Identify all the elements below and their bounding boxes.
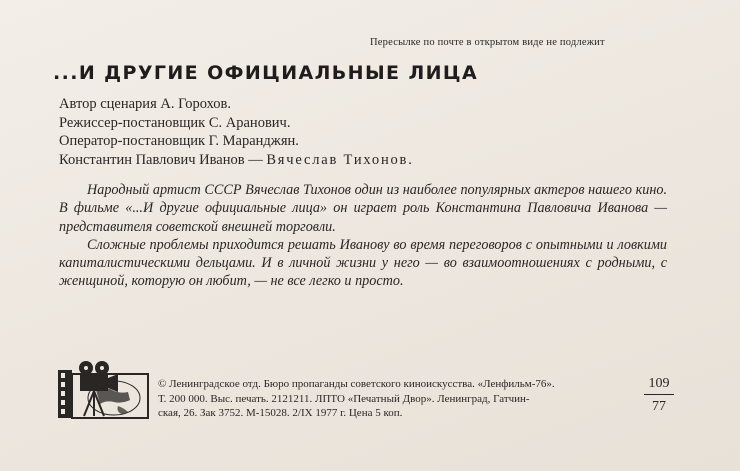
catalog-code-divider <box>644 394 674 395</box>
catalog-code-bottom: 77 <box>652 399 666 414</box>
catalog-code <box>644 375 674 415</box>
imprint-line-2: Т. 200 000. Выс. печать. 2121211. ЛПТО «Печатный Двор». Ленинград, Гатчин- <box>158 392 530 405</box>
film-camera-globe-logo-icon <box>56 360 150 420</box>
credits-block <box>59 95 299 151</box>
film-title: ...И ДРУГИЕ ОФИЦИАЛЬНЫЕ ЛИЦА <box>53 62 479 84</box>
imprint-line-1: © Ленинградское отд. Бюро пропаганды советского киноискусства. «Ленфильм-76». <box>158 378 555 390</box>
postal-notice: Пересылке по почте в открытом виде не подлежит <box>370 37 605 48</box>
cast-line <box>59 152 414 169</box>
imprint <box>158 377 642 421</box>
catalog-code-top: 109 <box>648 376 670 391</box>
cast-actor: Вячеслав Тихонов. <box>266 152 414 168</box>
cast-role: Константин Павлович Иванов — <box>59 152 267 168</box>
description-paragraph-2: Сложные проблемы приходится решать Иванову во время переговоров с опытными и ловкими капиталистическими дельцами. И в личной жизни у него — во взаимоотношениях с родными, с женщиной, которую он любит, — не все легко и просто. <box>59 236 667 290</box>
description <box>59 181 667 291</box>
description-paragraph-1: Народный артист СССР Вячеслав Тихонов один из наиболее популярных актеров нашего кино. В фильме «...И другие официальные лица» он играет роль Константина Павловича Иванова — представителя советской внешней торговли. <box>59 182 667 235</box>
credit-director: Режиссер-постановщик С. Аранович. <box>59 114 291 131</box>
imprint-line-3: ская, 26. Зак 3752. М-15028. 2/IX 1977 г. Цена 5 коп. <box>158 407 403 419</box>
credit-cinematographer: Оператор-постановщик Г. Маранджян. <box>59 133 299 149</box>
credit-screenwriter: Автор сценария А. Горохов. <box>59 96 231 112</box>
